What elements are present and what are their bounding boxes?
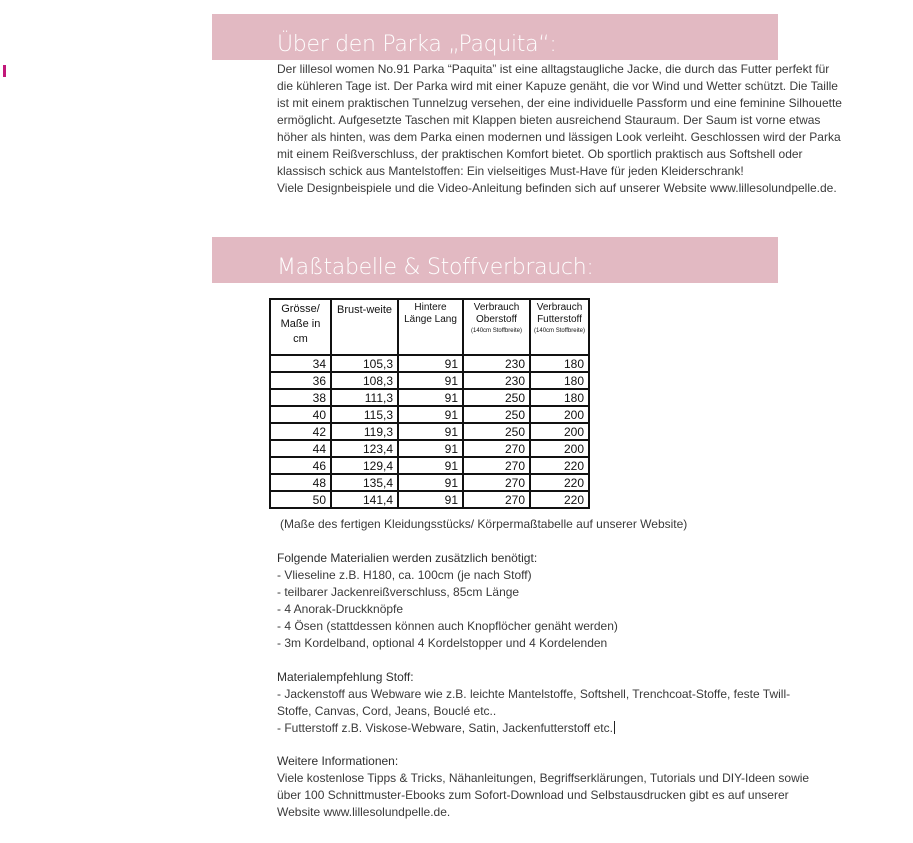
cell-chest: 129,4 xyxy=(331,457,398,474)
cell-length: 91 xyxy=(398,440,463,457)
list-item: - 4 Anorak-Druckknöpfe xyxy=(277,602,404,616)
table-row xyxy=(270,355,589,372)
cell-chest: 105,3 xyxy=(331,355,398,372)
table-note: (Maße des fertigen Kleidungsstücks/ Körpermaßtabelle auf unserer Website) xyxy=(280,517,688,531)
about-banner xyxy=(212,14,778,60)
cell-length: 91 xyxy=(398,474,463,491)
table-row xyxy=(270,372,589,389)
table-row xyxy=(270,457,589,474)
cell-chest: 111,3 xyxy=(331,389,398,406)
list-item xyxy=(277,720,867,737)
cell-outer: 230 xyxy=(463,355,530,372)
cell-length: 91 xyxy=(398,457,463,474)
cell-size: 36 xyxy=(270,372,331,389)
cell-chest: 141,4 xyxy=(331,491,398,508)
list-item: - Vlieseline z.B. H180, ca. 100cm (je nach Stoff) xyxy=(277,568,532,582)
cell-size: 40 xyxy=(270,406,331,423)
size-table xyxy=(269,298,590,509)
cell-chest: 123,4 xyxy=(331,440,398,457)
cell-outer: 250 xyxy=(463,406,530,423)
cell-length: 91 xyxy=(398,491,463,508)
cell-lining: 220 xyxy=(530,457,589,474)
about-heading: Über den Parka „Paquita“: xyxy=(277,32,557,57)
table-row xyxy=(270,423,589,440)
list-item: Stoffe, Canvas, Cord, Jeans, Bouclé etc.. xyxy=(277,704,497,718)
cell-chest: 108,3 xyxy=(331,372,398,389)
fabric-title: Materialempfehlung Stoff: xyxy=(277,670,414,684)
cell-size: 44 xyxy=(270,440,331,457)
cell-lining: 200 xyxy=(530,440,589,457)
materials-section xyxy=(277,550,867,652)
cell-lining: 200 xyxy=(530,423,589,440)
about-website-paragraph: Viele Designbeispiele und die Video-Anleitung befinden sich auf unserer Website www.lillesolundpelle.de. xyxy=(277,181,837,195)
size-table-banner xyxy=(212,237,778,283)
cell-length: 91 xyxy=(398,372,463,389)
list-item-text: - Futterstoff z.B. Viskose-Webware, Satin, Jackenfutterstoff etc. xyxy=(277,721,613,735)
list-item: - teilbarer Jackenreißverschluss, 85cm Länge xyxy=(277,585,520,599)
cell-size: 50 xyxy=(270,491,331,508)
about-paragraph: Der lillesol women No.91 Parka “Paquita” ist eine alltagstaugliche Jacke, die durch das Futter perfekt für die kühleren Tage ist. Der Parka wird mit einer Kapuze genäht, die vor Wind und Wetter schützt. Die Taille ist mit einem praktischen Tunnelzug versehen, der eine individuelle Passform und eine feminine Silhouette ermöglicht. Aufgesetzte Taschen mit Klappen bieten ausreichend Stauraum. Der Saum ist vorne etwas höher als hinten, was dem Parka einen modernen und lässigen Look verleiht. Geschlossen wird der Parka mit einem Reißverschluss, der praktischen Komfort bietet. Ob sportlich praktisch aus Softshell oder klassisch schick aus Mantelstoffen: Ein vielseitiges Must-Have für jeden Kleiderschrank! xyxy=(277,62,842,178)
cell-lining: 220 xyxy=(530,491,589,508)
info-title: Weitere Informationen: xyxy=(277,754,399,768)
cell-outer: 250 xyxy=(463,423,530,440)
text-cursor xyxy=(614,721,615,734)
table-row xyxy=(270,389,589,406)
cell-lining: 200 xyxy=(530,406,589,423)
list-item: - Jackenstoff aus Webware wie z.B. leichte Mantelstoffe, Softshell, Trenchcoat-Stoffe, feste Twill- xyxy=(277,687,791,701)
table-row xyxy=(270,440,589,457)
header-outer-fabric: Verbrauch Oberstoff (140cm Stoffbreite) xyxy=(463,299,530,355)
table-row xyxy=(270,491,589,508)
cell-size: 38 xyxy=(270,389,331,406)
cell-lining: 180 xyxy=(530,355,589,372)
header-lining-fabric: Verbrauch Futterstoff (140cm Stoffbreite) xyxy=(530,299,589,355)
cell-outer: 270 xyxy=(463,491,530,508)
header-back-length: Hintere Länge Lang xyxy=(398,299,463,355)
cell-outer: 230 xyxy=(463,372,530,389)
cell-outer: 270 xyxy=(463,440,530,457)
size-table-heading: Maßtabelle & Stoffverbrauch: xyxy=(277,255,594,280)
cell-lining: 180 xyxy=(530,372,589,389)
table-row xyxy=(270,406,589,423)
cell-chest: 115,3 xyxy=(331,406,398,423)
cell-size: 34 xyxy=(270,355,331,372)
cell-chest: 119,3 xyxy=(331,423,398,440)
cell-outer: 250 xyxy=(463,389,530,406)
cell-length: 91 xyxy=(398,355,463,372)
cell-outer: 270 xyxy=(463,457,530,474)
cell-lining: 180 xyxy=(530,389,589,406)
size-table-header-row xyxy=(270,299,589,355)
cell-chest: 135,4 xyxy=(331,474,398,491)
cell-size: 48 xyxy=(270,474,331,491)
cell-size: 42 xyxy=(270,423,331,440)
page-edge-marker xyxy=(3,65,6,77)
materials-title: Folgende Materialien werden zusätzlich benötigt: xyxy=(277,551,538,565)
list-item: Website www.lillesolundpelle.de. xyxy=(277,805,451,819)
cell-length: 91 xyxy=(398,389,463,406)
list-item: - 4 Ösen (stattdessen können auch Knopflöcher genäht werden) xyxy=(277,619,618,633)
fabric-section xyxy=(277,669,867,737)
cell-outer: 270 xyxy=(463,474,530,491)
info-section xyxy=(277,753,867,821)
list-item: über 100 Schnittmuster-Ebooks zum Sofort-Download und Selbstausdrucken gibt es auf unserer xyxy=(277,788,789,802)
cell-lining: 220 xyxy=(530,474,589,491)
table-row xyxy=(270,474,589,491)
about-text xyxy=(277,61,847,197)
header-chest-width: Brust-weite xyxy=(331,299,398,355)
header-size: Grösse/ Maße in cm xyxy=(270,299,331,355)
cell-length: 91 xyxy=(398,423,463,440)
list-item: - 3m Kordelband, optional 4 Kordelstopper und 4 Kordelenden xyxy=(277,636,608,650)
cell-length: 91 xyxy=(398,406,463,423)
list-item: Viele kostenlose Tipps & Tricks, Nähanleitungen, Begriffserklärungen, Tutorials und DIY-Ideen sowie xyxy=(277,771,810,785)
cell-size: 46 xyxy=(270,457,331,474)
